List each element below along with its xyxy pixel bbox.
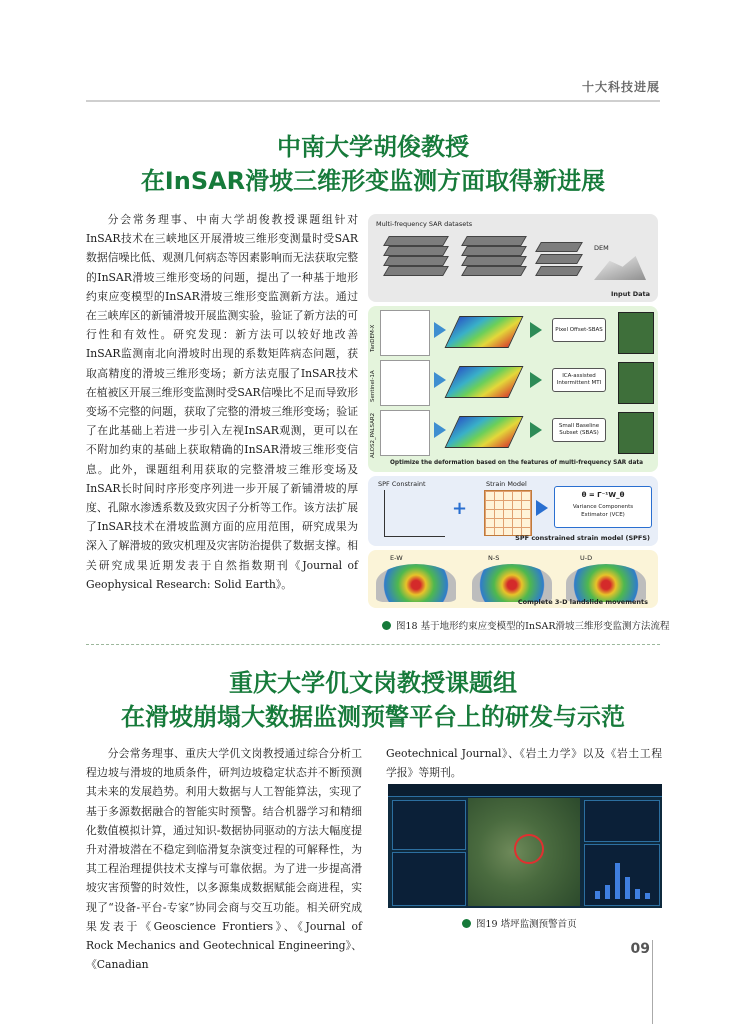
sar-stack [461,266,527,276]
figure-19-caption [462,916,577,930]
deformation-map [445,366,524,398]
monitoring-zone-marker [514,834,544,864]
arrow-icon [530,322,542,338]
ew-deformation-map [376,564,456,602]
spf-constraint-label: SPF Constraint [378,480,426,488]
deformation-map [445,316,524,348]
sar-stack [461,256,527,266]
arrow-icon [434,422,446,438]
deformation-map [445,416,524,448]
component-label: E-W [390,554,403,562]
component-label: U-D [580,554,593,562]
dashboard-chart-panel [584,800,660,842]
arrow-icon [434,372,446,388]
ud-deformation-map [566,564,646,602]
vce-box [554,486,652,528]
sensor-label: Sentinel-1A [370,370,376,402]
footer-rule [652,940,653,1024]
dashboard-table-panel [392,800,466,850]
sar-stack [383,246,449,256]
vce-formula: θ = Γ⁻¹W_θ [581,491,625,499]
strain-model-panel [368,476,658,546]
time-series-plot [380,310,430,356]
dem-label: DEM [594,244,609,252]
arrow-icon [434,322,446,338]
figure-18 [368,214,662,610]
dashboard-header [388,784,662,797]
section-tag: 十大科技进展 [581,80,660,94]
article2-body-left [86,744,362,974]
dashboard-table-panel [392,852,466,906]
ns-deformation-map [472,564,552,602]
strain-model-label: Strain Model [486,480,527,488]
panel3-footer: SPF constrained strain model (SPFS) [515,534,650,542]
sar-stack [383,266,449,276]
sar-stack [535,242,583,252]
dashboard-bar-chart-panel [584,844,660,906]
time-series-plot [380,360,430,406]
time-series-plot [380,410,430,456]
method-box: Small Baseline Subset (SBAS) [552,418,606,442]
figure-18-caption [382,618,670,632]
processing-panel [368,306,658,472]
arrow-icon [530,422,542,438]
chart-bar [635,889,640,899]
sar-stack [461,236,527,246]
header-rule [86,100,660,102]
arrow-icon [536,500,548,516]
figure-19-dashboard [388,784,662,908]
article2-title-line1: 重庆大学仉文岗教授课题组 [229,669,517,697]
result-map [618,412,654,454]
article1-title-line2: 在InSAR滑坡三维形变监测方面取得新进展 [140,167,606,195]
results-panel [368,550,658,608]
sar-stack [383,256,449,266]
result-map [618,362,654,404]
chart-bar [605,885,610,899]
method-box: Pixel Offset-SBAS [552,318,606,342]
panel4-footer: Complete 3-D landslide movements [517,598,648,606]
article2-paragraph-cont: Geotechnical Journal》、《岩土力学》以及《岩土工程学报》等期刊。 [386,747,662,780]
panel1-title: Multi-frequency SAR datasets [376,220,473,228]
article1-body [86,210,358,594]
sar-stack [383,236,449,246]
dem-terrain [594,256,646,280]
chart-bar [615,863,620,899]
result-map [618,312,654,354]
arrow-icon [530,372,542,388]
chart-bar [625,877,630,899]
article1-title-line1: 中南大学胡俊教授 [277,133,469,161]
input-data-panel [368,214,658,302]
caption-bullet-icon [382,621,391,630]
spf-diagram [384,490,445,537]
sar-stack [461,246,527,256]
panel2-footer: Optimize the deformation based on the features of multi-frequency SAR data [390,460,644,466]
article2-title-line2: 在滑坡崩塌大数据监测预警平台上的研发与示范 [121,703,625,731]
article2-body-right [386,744,662,782]
chart-bar [645,893,650,899]
vce-label: Variance Components Estimator (VCE) [572,504,634,518]
strain-grid [484,490,532,536]
article2-paragraph: 分会常务理事、重庆大学仉文岗教授通过综合分析工程边坡与滑坡的地质条件，研判边坡稳定状态并不断预测其未来的发展趋势。利用大数据与人工智能算法，实现了基于多源数据融合的智能实时预警。结合机器学习和精细化数值模拟计算，通过知识-数据协同驱动的方法大幅度提升对滑坡潜在不稳定到临滑复杂演变过程的可解释性，为其工程治理提供技术支撑与可靠依据。为了进一步提高滑坡灾害预警的时效性，以多源集成数据赋能会商进程，实现了“设备-平台-专家”协同会商与交互功能。相关研究成果发表于《Geoscience Frontiers》、《Journal of Rock Mechanics and Geotechnical Engineering》、《Canadian [86,747,362,972]
panel1-footer: Input Data [611,290,650,298]
plus-icon: + [452,498,468,519]
figure-19-caption-text: 图19 塔坪监测预警首页 [476,919,577,930]
sar-stack [535,266,583,276]
chart-bar [595,891,600,899]
method-box: ICA-assisted Intermittent MTI [552,368,606,392]
sensor-label: ALOS2_PALSAR2 [370,412,376,458]
section-separator [86,644,660,645]
page-number: 09 [630,941,650,957]
sensor-label: TanDEM-X [370,324,376,352]
caption-bullet-icon [462,919,471,928]
sar-stack [535,254,583,264]
component-label: N-S [488,554,500,562]
figure-18-caption-text: 图18 基于地形约束应变模型的InSAR滑坡三维形变监测方法流程 [396,621,670,632]
article1-paragraph: 分会常务理事、中南大学胡俊教授课题组针对InSAR技术在三峡地区开展滑坡三维形变测量时受SAR数据信噪比低、观测几何病态等因素影响而无法获取完整的InSAR滑坡三维形变场的问题，提出了一种基于地形约束应变模型的InSAR滑坡三维形变监测新方法。通过在三峡库区的新铺滑坡开展监测实验，验证了新方法的可行性和有效性。研究发现：新方法可以较好地改善InSAR监测南北向滑坡时出现的系数矩阵病态问题，获取高精度的滑坡三维形变场；新方法克服了InSAR技术在植被区开展三维形变监测时受SAR信噪比不足而导致形变场不完整的问题，获取了完整的滑坡三维形变场；验证了在此基础上若进一步引入左视InSAR观测，更可以在不附加约束的基础上获取精确的InSAR滑坡三维形变信息。此外，课题组利用获取的完整滑坡三维形变场及InSAR长时间时序形变序列进一步开展了新铺滑坡的厚度、孔隙水渗透系数及致灾因子分析等工作。该方法扩展了InSAR技术在滑坡监测方面的应用范围，研究成果为深入了解滑坡的致灾机理及灾害防治提供了数据支撑。相关研究成果近期发表于自然指数期刊《Journal of Geophysical Research: Solid Earth》。 [86,213,358,591]
